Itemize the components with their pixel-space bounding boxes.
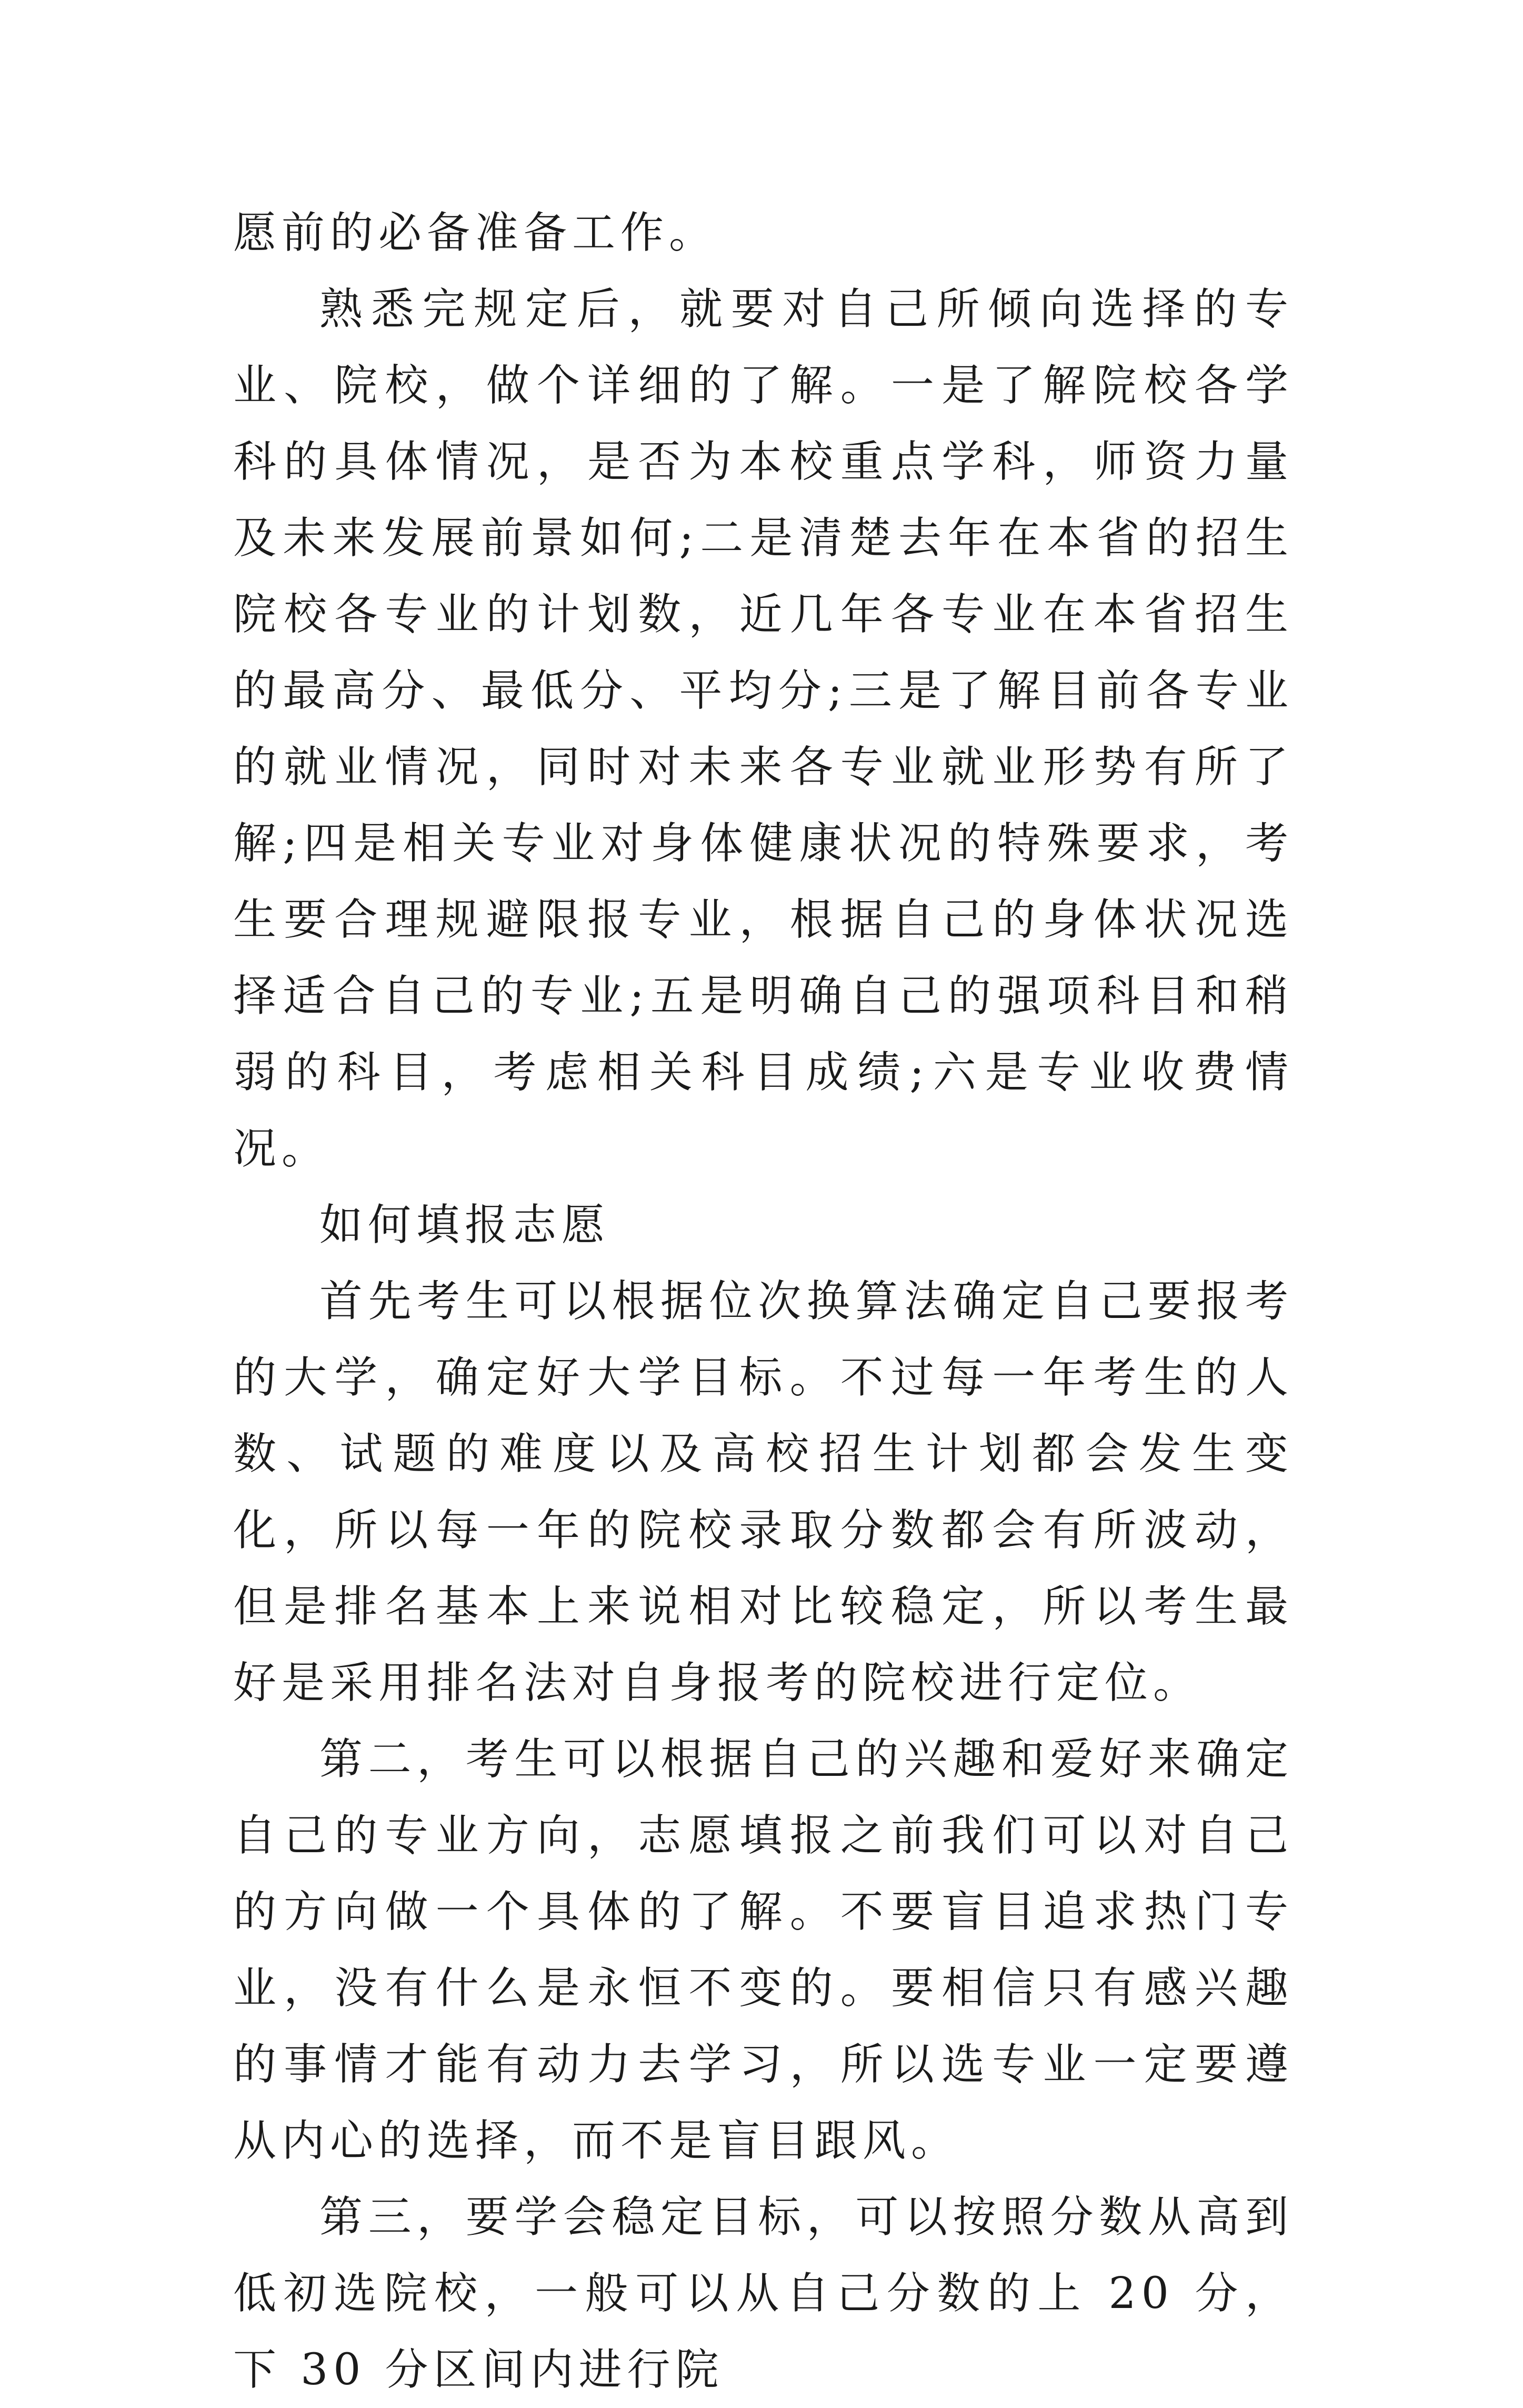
paragraph-understand-majors: 熟悉完规定后，就要对自己所倾向选择的专业、院校，做个详细的了解。一是了解院校各学科的具体情况，是否为本校重点学科，师资力量及未来发展前景如何;二是清楚去年在本省的招生院校各专业的计划数，近几年各专业在本省招生的最高分、最低分、平均分;三是了解目前各专业的就业情况，同时对未来各专业就业形势有所了解;四是相关专业对身体健康状况的特殊要求，考生要合理规避限报专业，根据自己的身体状况选择适合自己的专业;五是明确自己的强项科目和稍弱的科目，考虑相关科目成绩;六是专业收费情况。 [233,284,1294,1174]
paragraph-second-step: 第二，考生可以根据自己的兴趣和爱好来确定自己的专业方向，志愿填报之前我们可以对自己的方向做一个具体的了解。不要盲目追求热门专业，没有什么是永恒不变的。要相信只有感兴趣的事情才能有动力去学习，所以选专业一定要遵从内心的选择，而不是盲目跟风。 [233,1734,1294,2166]
paragraph-first-step: 首先考生可以根据位次换算法确定自己要报考的大学，确定好大学目标。不过每一年考生的人数、试题的难度以及高校招生计划都会发生变化，所以每一年的院校录取分数都会有所波动，但是排名基本上来说相对比较稳定，所以考生最好是采用排名法对自身报考的院校进行定位。 [233,1276,1294,1708]
paragraph-third-step: 第三，要学会稳定目标，可以按照分数从高到低初选院校，一般可以从自己分数的上 20 分，下 30 分区间内进行院 [233,2192,1294,2395]
document-body [233,195,1294,2408]
paragraph-continuation: 愿前的必备准备工作。 [233,208,718,258]
section-heading: 如何填报志愿 [319,1200,610,1250]
